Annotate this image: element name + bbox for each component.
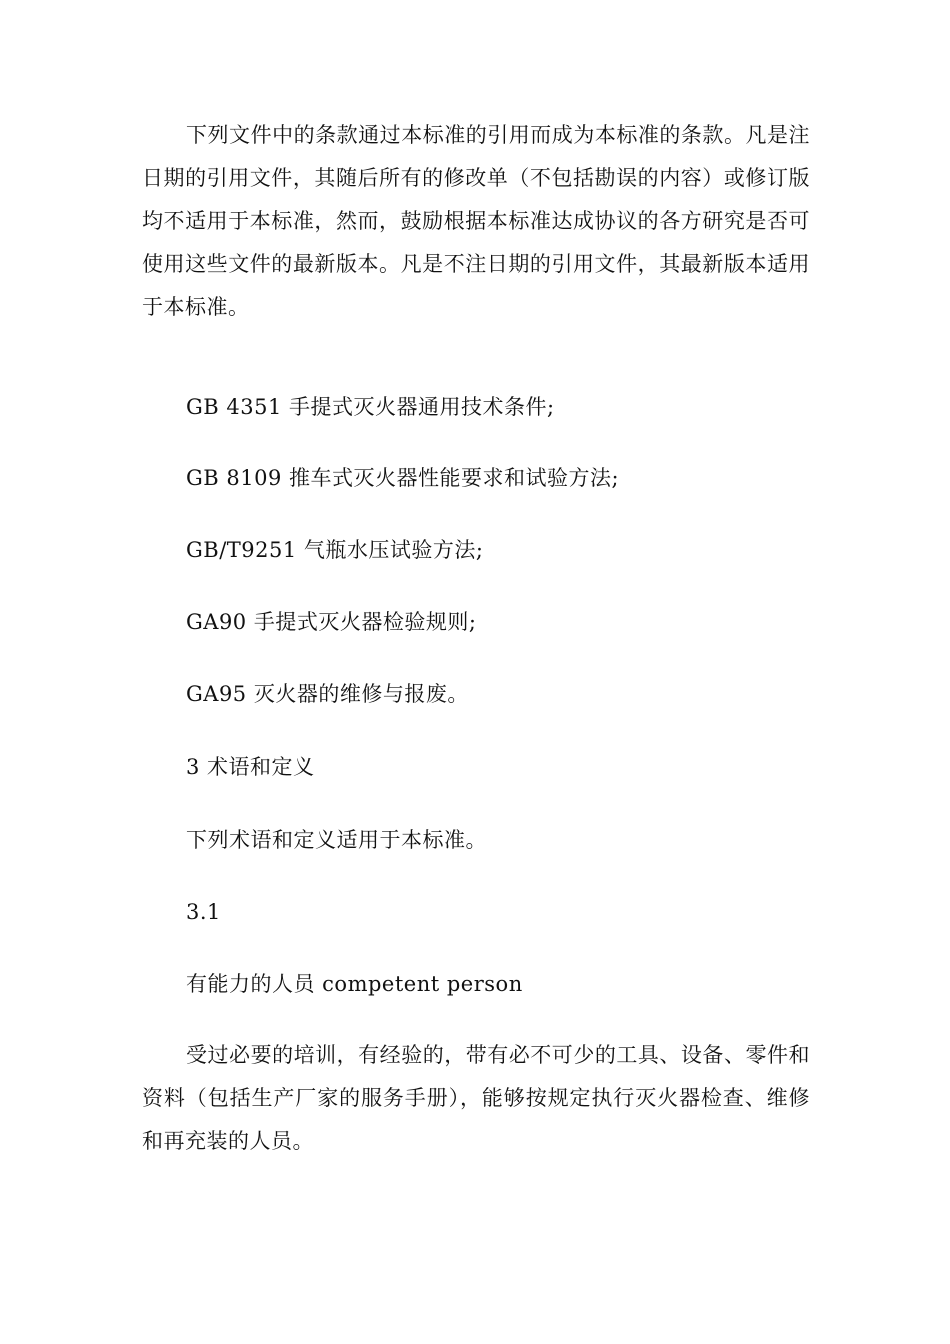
section-heading: 3 术语和定义 bbox=[186, 755, 315, 779]
intro-paragraph-text: 下列文件中的条款通过本标准的引用而成为本标准的条款。凡是注日期的引用文件，其随后所有的修改单（不包括勘误的内容）或修订版均不适用于本标准，然而，鼓励根据本标准达成协议的各方研究是否可使用这些文件的最新版本。凡是不注日期的引用文件，其最新版本适用于本标准。 bbox=[142, 123, 810, 319]
section-intro: 下列术语和定义适用于本标准。 bbox=[186, 828, 487, 852]
reference-item: GB 4351 手提式灭火器通用技术条件; bbox=[186, 395, 555, 419]
intro-paragraph bbox=[142, 114, 810, 329]
definition-paragraph bbox=[142, 1034, 810, 1163]
definition-text: 受过必要的培训，有经验的，带有必不可少的工具、设备、零件和资料（包括生产厂家的服务手册），能够按规定执行灭火器检查、维修和再充装的人员。 bbox=[142, 1043, 810, 1153]
reference-item: GA90 手提式灭火器检验规则; bbox=[186, 610, 477, 634]
reference-item: GB 8109 推车式灭火器性能要求和试验方法; bbox=[186, 466, 620, 490]
reference-item: GB/T9251 气瓶水压试验方法; bbox=[186, 538, 484, 562]
reference-item: GA95 灭火器的维修与报废。 bbox=[186, 682, 469, 706]
clause-number: 3.1 bbox=[186, 900, 221, 924]
term-title: 有能力的人员 competent person bbox=[186, 972, 523, 996]
